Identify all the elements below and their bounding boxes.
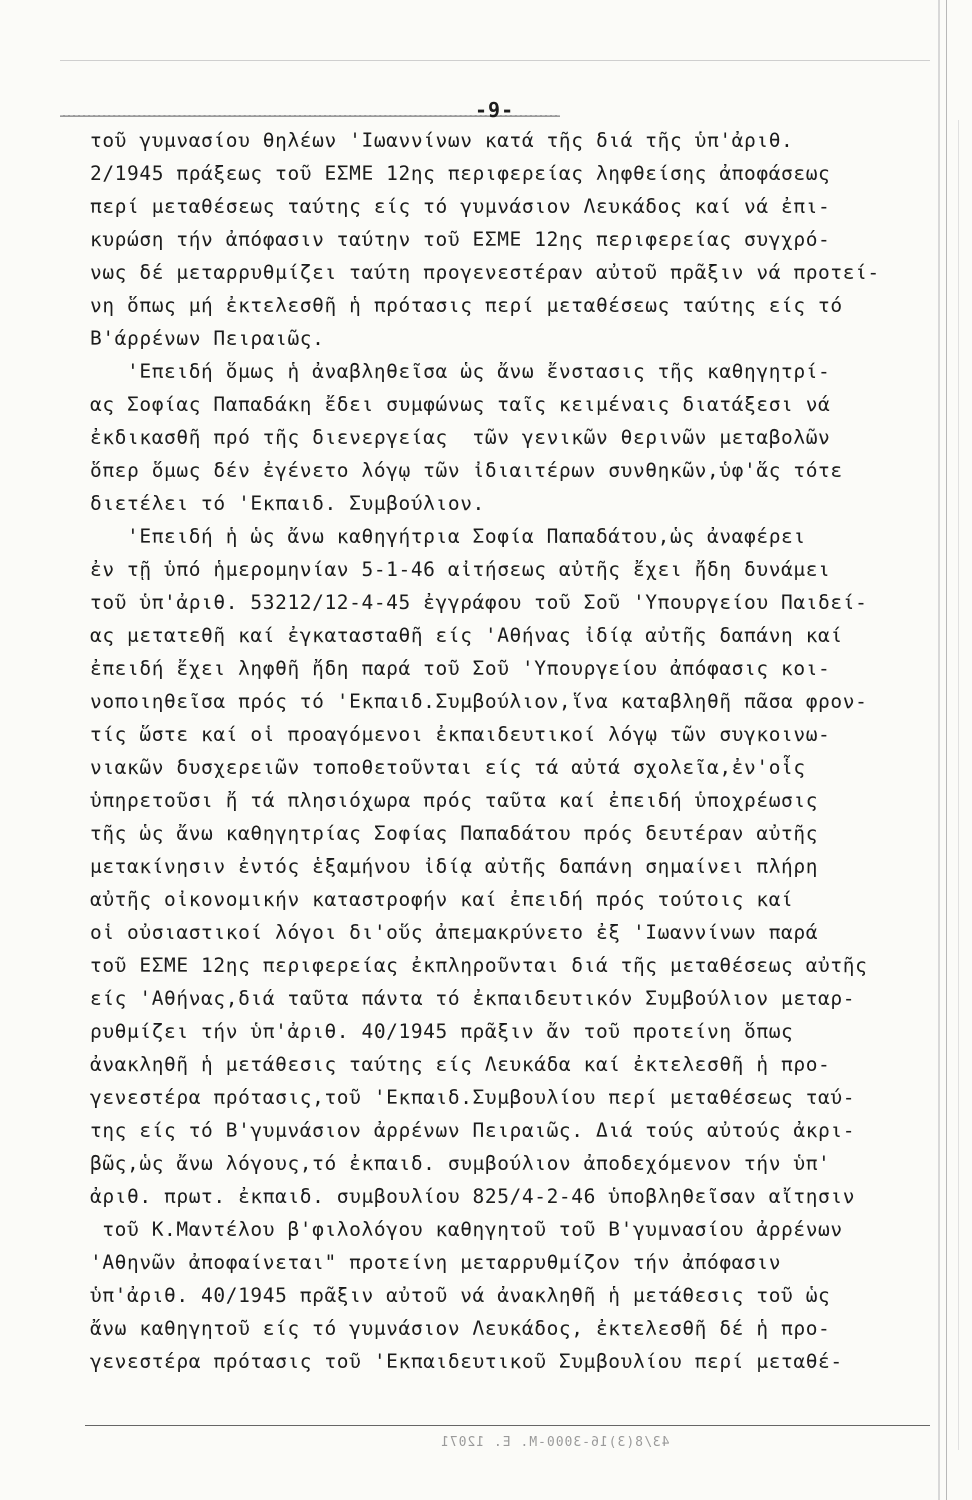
text-line: Β'άρρένων Πειραιῶς.: [90, 327, 325, 350]
text-line: τοῦ ΕΣΜΕ 12ης περιφερείας ἐκπληροῦνται διά τῆς μεταθέσεως αὐτῆς: [90, 954, 868, 977]
binding-edge: [938, 0, 940, 1500]
text-line: τοῦ Κ.Μαντέλου β'φιλολόγου καθηγητοῦ τοῦ Β'γυμνασίου ἀρρένων: [90, 1218, 843, 1241]
text-line: βῶς,ὡς ἄνω λόγους,τό ἐκπαιδ. συμβούλιον ἀποδεχόμενον τήν ὑπ': [90, 1152, 831, 1175]
footer-print-code: 43/8(3)16-3000-M. E. 12071: [440, 1435, 670, 1450]
text-line: τίς ὥστε καί οἱ προαγόμενοι ἐκπαιδευτικοί λόγῳ τῶν συγκοινω-: [90, 723, 831, 746]
binding-edge-faint: [958, 120, 959, 1450]
text-line: ἐπειδή ἔχει ληφθῆ ἤδη παρά τοῦ Σοῦ 'Υπουργείου ἀπόφασις κοι-: [90, 657, 831, 680]
text-line: τοῦ ὑπ'ἀριθ. 53212/12-4-45 ἐγγράφου τοῦ Σοῦ 'Υπουργείου Παιδεί-: [90, 591, 868, 614]
text-line: ὅπερ ὅμως δέν ἐγένετο λόγῳ τῶν ἰδιαιτέρων συνθηκῶν,ὑφ'ἅς τότε: [90, 459, 843, 482]
page-number: -9-: [475, 98, 515, 122]
text-line: μετακίνησιν ἐντός ἑξαμήνου ἰδίᾳ αὐτῆς δαπάνη σημαίνει πλήρη: [90, 855, 819, 878]
text-line: ἀριθ. πρωτ. ἐκπαιδ. συμβουλίου 825/4-2-46 ὑποβληθεῖσαν αἴτησιν: [90, 1185, 856, 1208]
text-line: είς 'Αθήνας,διά ταῦτα πάντα τό ἐκπαιδευτικόν Συμβούλιον μεταρ-: [90, 987, 856, 1010]
text-line: οἱ οὐσιαστικοί λόγοι δι'οὕς ἀπεμακρύνετο ἐξ 'Ιωαννίνων παρά: [90, 921, 819, 944]
text-line: νιακῶν δυσχερειῶν τοποθετοῦνται είς τά αὐτά σχολεῖα,ἐν'οἷς: [90, 756, 806, 779]
text-line: νως δέ μεταρρυθμίζει ταύτη προγενεστέραν αὐτοῦ πρᾶξιν νά προτεί-: [90, 261, 880, 284]
text-line: ὑπηρετοῦσι ἤ τά πλησιόχωρα πρός ταῦτα καί ἐπειδή ὑποχρέωσις: [90, 789, 819, 812]
text-line: ας Σοφίας Παπαδάκη ἔδει συμφώνως ταῖς κειμέναις διατάξεσι νά: [90, 393, 831, 416]
text-line: γενεστέρα πρότασις,τοῦ 'Εκπαιδ.Συμβουλίου περί μεταθέσεως ταύ-: [90, 1086, 856, 1109]
text-line: ἐν τῇ ὑπό ἡμερομηνίαν 5-1-46 αἰτήσεως αὐτῆς ἔχει ἤδη δυνάμει: [90, 558, 831, 581]
text-line: γενεστέρα πρότασις τοῦ 'Εκπαιδευτικοῦ Συμβουλίου περί μεταθέ-: [90, 1350, 843, 1373]
text-line: ἐκδικασθῆ πρό τῆς διενεργείας τῶν γενικῶν θερινῶν μεταβολῶν: [90, 426, 831, 449]
text-line: τῆς ὡς ἄνω καθηγητρίας Σοφίας Παπαδάτου πρός δευτέραν αὐτῆς: [90, 822, 819, 845]
text-line: νη ὅπως μή ἐκτελεσθῆ ἡ πρότασις περί μεταθέσεως ταύτης είς τό: [90, 294, 843, 317]
top-rule: [60, 60, 930, 61]
text-line: τοῦ γυμνασίου θηλέων 'Ιωαννίνων κατά τῆς διά τῆς ὑπ'ἀριθ.: [90, 129, 794, 152]
text-line: αὐτῆς οἰκονομικήν καταστροφήν καί ἐπειδή πρός τούτοις καί: [90, 888, 794, 911]
text-line: ἄνω καθηγητοῦ είς τό γυμνάσιον Λευκάδος, ἐκτελεσθῆ δέ ἡ προ-: [90, 1317, 831, 1340]
text-line: διετέλει τό 'Εκπαιδ. Συμβούλιον.: [90, 492, 485, 515]
text-line: 'Αθηνῶν ἀποφαίνεται" προτείνη μεταρρυθμίζον τήν ἀπόφασιν: [90, 1251, 782, 1274]
text-line: νοποιηθεῖσα πρός τό 'Εκπαιδ.Συμβούλιον,ἵνα καταβληθῆ πᾶσα φρον-: [90, 690, 868, 713]
bottom-rule: [85, 1425, 930, 1426]
text-line: ἀνακληθῆ ἡ μετάθεσις ταύτης είς Λευκάδα καί ἐκτελεσθῆ ἡ προ-: [90, 1053, 831, 1076]
text-line: της είς τό Β'γυμνάσιον ἀρρένων Πειραιῶς. Διά τούς αὐτούς ἀκρι-: [90, 1119, 856, 1142]
text-line: 'Επειδή ἡ ὡς ἄνω καθηγήτρια Σοφία Παπαδάτου,ὡς ἀναφέρει: [90, 525, 806, 548]
text-line: ὑπ'ἀριθ. 40/1945 πρᾶξιν αὐτοῦ νά ἀνακληθῆ ἡ μετάθεσις τοῦ ὡς: [90, 1284, 831, 1307]
binding-edge-inner: [946, 0, 947, 1500]
text-line: κυρώση τήν ἀπόφασιν ταύτην τοῦ ΕΣΜΕ 12ης περιφερείας συγχρό-: [90, 228, 831, 251]
text-line: περί μεταθέσεως ταύτης είς τό γυμνάσιον Λευκάδος καί νά ἐπι-: [90, 195, 831, 218]
text-line: ας μετατεθῆ καί ἐγκατασταθῆ είς 'Αθήνας ἰδίᾳ αὐτῆς δαπάνη καί: [90, 624, 843, 647]
text-line: 'Επειδή ὅμως ἡ ἀναβληθεῖσα ὡς ἄνω ἔνστασις τῆς καθηγητρί-: [90, 360, 831, 383]
text-line: ρυθμίζει τήν ὑπ'ἀριθ. 40/1945 πρᾶξιν ἄν τοῦ προτείνη ὅπως: [90, 1020, 794, 1043]
text-line: 2/1945 πράξεως τοῦ ΕΣΜΕ 12ης περιφερείας ληφθείσης ἀποφάσεως: [90, 162, 831, 185]
